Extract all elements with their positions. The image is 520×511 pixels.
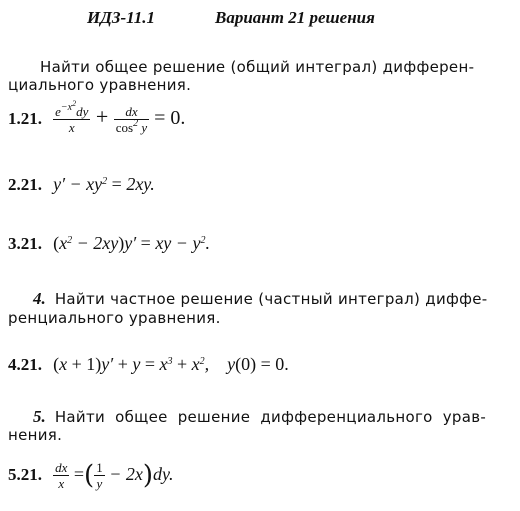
problem-4-21 [8, 354, 289, 375]
fraction: $\frac{dx}{\cos^2 y}$ [115, 104, 148, 135]
task-5-line-1: Найти общее решение дифференциального урав- [54, 408, 487, 426]
problem-3-21 [8, 233, 210, 254]
task-4-line-2: ренциального уравнения. [8, 309, 221, 327]
fraction: $\frac{dx}{x}$ [55, 460, 68, 491]
fraction: $\frac{e^{-x^2}dy}{x}$ [55, 99, 89, 135]
problem-label: 5.21. [8, 465, 42, 484]
problem-label: 1.21. [8, 109, 42, 128]
variant-title: Вариант 21 решения [215, 8, 375, 27]
problem-1-21: 1.21. $\frac{e^{-x^2}dy}{x}$ + $\frac{dx}{\cos^2 y}$ = 0. [8, 99, 186, 135]
equation: $(x + 1)y' + y = x^3 + x^2$, y(0) = 0. [53, 354, 289, 374]
task-5-line-2: нения. [8, 426, 63, 444]
intro-line-1: Найти общее решение (общий интеграл) дифферен- [40, 58, 475, 76]
task-5-heading [33, 407, 486, 427]
task-number: 4. [33, 289, 46, 308]
equation: $(x^2 - 2xy)y'$ = xy − $y^2$. [53, 233, 210, 253]
intro-line-2: циального уравнения. [8, 76, 192, 94]
task-4-heading [33, 289, 488, 309]
fraction: $\frac{1}{y}$ [96, 460, 103, 491]
problem-5-21: 5.21. $\frac{dx}{x}$ =( $\frac{1}{y}$ − 2x)dy. [8, 460, 174, 491]
problem-label: 2.21. [8, 175, 42, 194]
problem-label: 3.21. [8, 234, 42, 253]
task-number: 5. [33, 407, 46, 426]
problem-label: 4.21. [8, 355, 42, 374]
problem-2-21 [8, 174, 155, 195]
assignment-code: ИДЗ-11.1 [87, 8, 155, 27]
equation: $y' - xy^2 = 2xy$. [53, 174, 155, 194]
task-4-line-1: Найти частное решение (частный интеграл) диффе- [54, 290, 488, 308]
